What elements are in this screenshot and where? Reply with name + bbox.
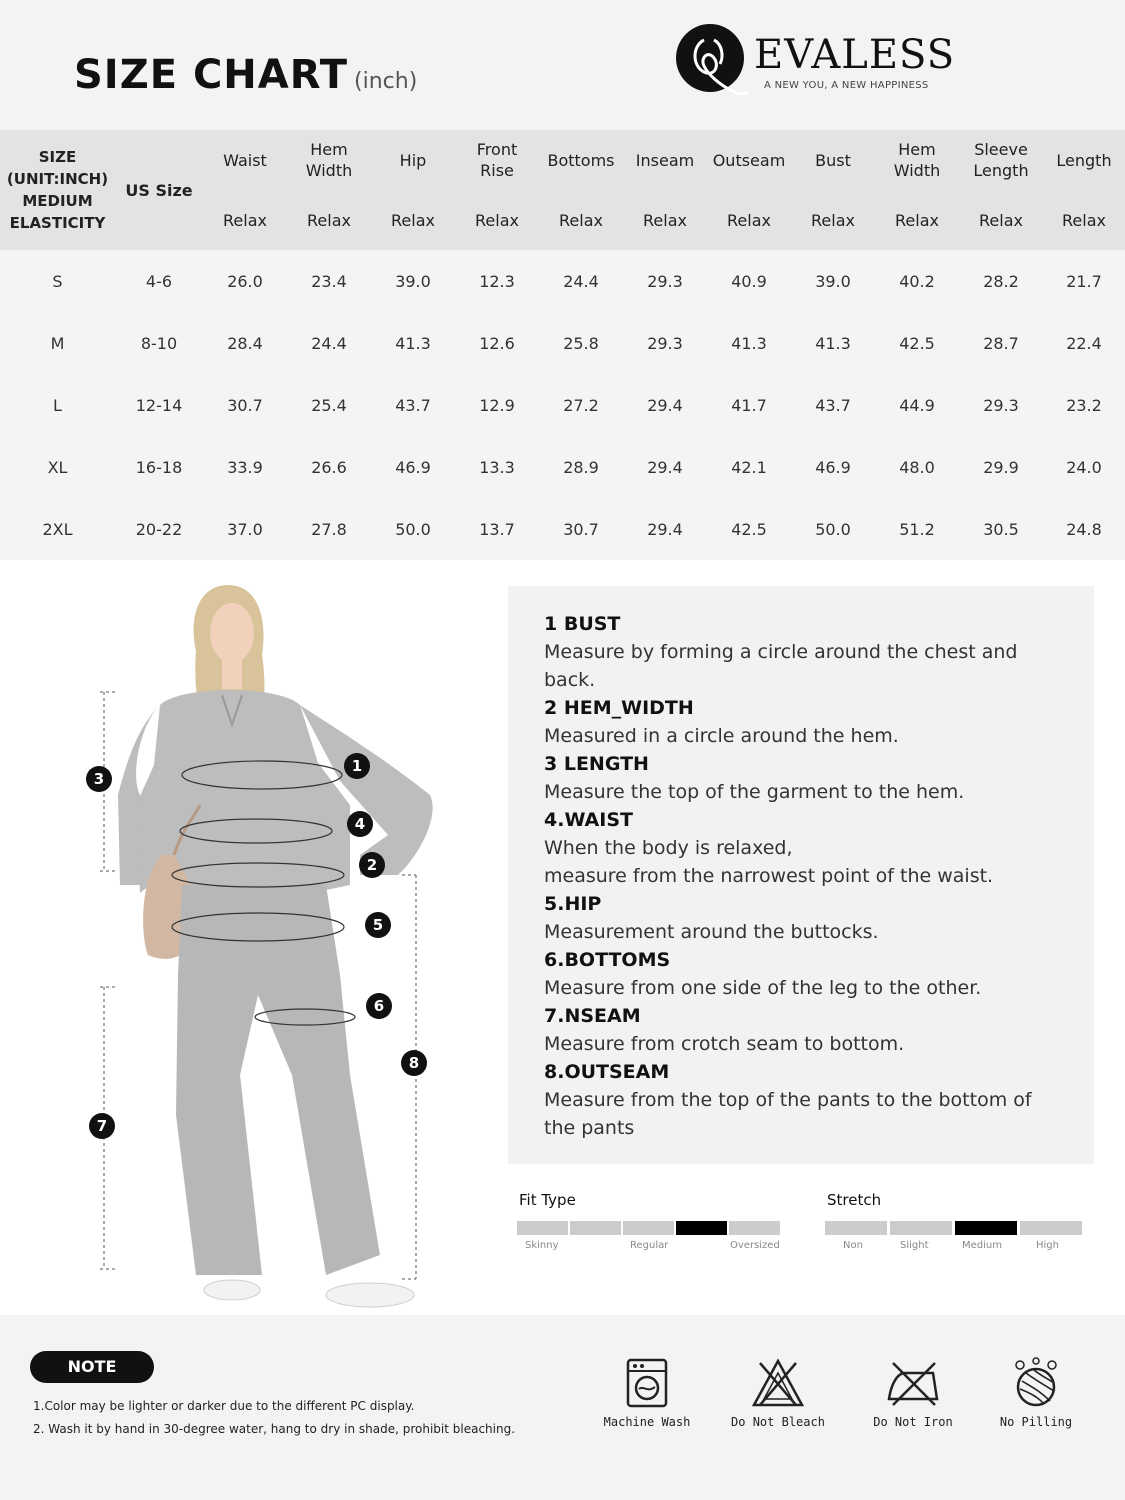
- column-header: SIZE (UNIT:INCH) MEDIUM ELASTICITY: [6, 148, 109, 232]
- stretch-scale-label-3: Medium: [962, 1240, 1002, 1251]
- table-row: [0, 498, 1125, 560]
- table-cell: 24.0: [1066, 457, 1102, 477]
- column-subheader: Relax: [643, 210, 687, 230]
- brand-name: EVALESS: [754, 32, 956, 78]
- table-cell: M: [50, 333, 65, 353]
- fit-type-scale-label-3: Oversized: [730, 1240, 780, 1251]
- column-header: Hem Width: [305, 140, 353, 180]
- stretch-segment: [825, 1221, 887, 1235]
- table-cell: 42.5: [731, 519, 767, 539]
- column-header: Bust: [815, 150, 851, 170]
- outseam-guide: [402, 875, 416, 1279]
- table-cell: 28.2: [983, 271, 1019, 291]
- svg-text:5: 5: [372, 916, 384, 934]
- table-row: [0, 312, 1125, 374]
- stretch-scale-label-4: High: [1036, 1240, 1059, 1251]
- instruction-title: 3 LENGTH: [544, 753, 649, 775]
- table-cell: 24.4: [311, 333, 347, 353]
- table-cell: 39.0: [395, 271, 431, 291]
- column-header: Sleeve Length: [973, 140, 1029, 180]
- table-cell: 39.0: [815, 271, 851, 291]
- table-cell: 27.2: [563, 395, 599, 415]
- table-cell: 29.4: [647, 395, 683, 415]
- column-header: US Size: [125, 180, 193, 200]
- table-cell: 30.5: [983, 519, 1019, 539]
- instruction-text: measure from the narrowest point of the waist.: [544, 865, 994, 887]
- instruction-text: the pants: [544, 1117, 635, 1139]
- table-cell: 24.4: [563, 271, 599, 291]
- table-row: [0, 436, 1125, 498]
- table-cell: 23.4: [311, 271, 347, 291]
- svg-text:2: 2: [366, 856, 378, 874]
- marker-2: [359, 852, 385, 878]
- instruction-text: Measured in a circle around the hem.: [544, 725, 899, 747]
- column-header: Waist: [223, 150, 267, 170]
- column-subheader: Relax: [1062, 210, 1106, 230]
- marker-4: [347, 811, 373, 837]
- table-cell: 13.3: [479, 457, 515, 477]
- note-badge: NOTE: [30, 1351, 154, 1383]
- table-cell: 51.2: [899, 519, 935, 539]
- care-do-not-iron: [853, 1357, 973, 1429]
- table-cell: 16-18: [135, 457, 183, 477]
- table-cell: 26.0: [227, 271, 263, 291]
- table-cell: 41.3: [395, 333, 431, 353]
- table-cell: 29.3: [647, 271, 683, 291]
- column-header: Outseam: [712, 150, 786, 170]
- svg-text:3: 3: [93, 770, 105, 788]
- instruction-text: When the body is relaxed,: [544, 837, 793, 859]
- pants-garment: [176, 885, 380, 1275]
- footer: [0, 1315, 1125, 1500]
- svg-text:1: 1: [351, 757, 363, 775]
- table-cell: 48.0: [899, 457, 935, 477]
- instruction-text: Measure by forming a circle around the chest and: [544, 641, 1018, 663]
- care-label-no-pilling: No Pilling: [999, 1415, 1073, 1429]
- machine-wash-icon: [625, 1357, 669, 1409]
- shoe-right: [326, 1283, 414, 1307]
- title-text: SIZE CHART: [74, 52, 349, 98]
- instruction-title: 4.WAIST: [544, 809, 633, 831]
- table-cell: L: [53, 395, 62, 415]
- table-cell: 29.3: [983, 395, 1019, 415]
- fit-type-scale: [517, 1221, 783, 1235]
- table-cell: 24.8: [1066, 519, 1102, 539]
- instruction-text: Measure the top of the garment to the hem.: [544, 781, 965, 803]
- table-cell: 12-14: [135, 395, 183, 415]
- table-cell: 12.3: [479, 271, 515, 291]
- size-table: [0, 130, 1125, 560]
- fit-type-segment: [676, 1221, 727, 1235]
- table-row: [0, 374, 1125, 436]
- table-cell: 30.7: [227, 395, 263, 415]
- care-machine-wash: [587, 1357, 707, 1429]
- marker-7: [89, 1113, 115, 1139]
- fit-type-segment: [517, 1221, 568, 1235]
- table-cell: 27.8: [311, 519, 347, 539]
- table-cell: 37.0: [227, 519, 263, 539]
- table-cell: 28.4: [227, 333, 263, 353]
- table-cell: 42.5: [899, 333, 935, 353]
- marker-5: [365, 912, 391, 938]
- fit-type-label: Fit Type: [519, 1191, 576, 1209]
- fit-type-scale-label-2: Regular: [630, 1240, 669, 1251]
- model-illustration: [0, 555, 500, 1315]
- table-cell: 46.9: [395, 457, 431, 477]
- column-header: Hem Width: [893, 140, 941, 180]
- column-subheader: Relax: [895, 210, 939, 230]
- svg-text:4: 4: [354, 815, 366, 833]
- title-unit: (inch): [354, 69, 418, 94]
- svg-text:6: 6: [373, 997, 385, 1015]
- table-cell: 43.7: [395, 395, 431, 415]
- measurement-instructions: [508, 586, 1094, 1164]
- table-cell: 21.7: [1066, 271, 1102, 291]
- column-subheader: Relax: [223, 210, 267, 230]
- instruction-title: 5.HIP: [544, 893, 602, 915]
- table-cell: 29.9: [983, 457, 1019, 477]
- table-cell: 44.9: [899, 395, 935, 415]
- column-header: Length: [1056, 150, 1112, 170]
- header-row: [0, 130, 1125, 190]
- column-subheader: Relax: [391, 210, 435, 230]
- instruction-text: Measure from the top of the pants to the bottom of: [544, 1089, 1032, 1111]
- column-header: Bottoms: [547, 150, 615, 170]
- table-cell: 40.9: [731, 271, 767, 291]
- fit-type-segment: [729, 1221, 780, 1235]
- stretch-label: Stretch: [827, 1191, 882, 1209]
- column-header: Front Rise: [476, 140, 518, 180]
- column-subheader: Relax: [307, 210, 351, 230]
- column-subheader: Relax: [979, 210, 1023, 230]
- shoe-left: [204, 1280, 260, 1300]
- table-cell: 20-22: [135, 519, 183, 539]
- face-shape: [210, 603, 254, 663]
- note-line-2: 2. Wash it by hand in 30-degree water, hang to dry in shade, prohibit bleaching.: [33, 1422, 516, 1436]
- instruction-text: Measure from one side of the leg to the other.: [544, 977, 982, 999]
- brand-tagline: A NEW YOU, A NEW HAPPINESS: [764, 80, 929, 91]
- table-cell: 29.4: [647, 457, 683, 477]
- table-cell: 41.3: [815, 333, 851, 353]
- table-cell: 22.4: [1066, 333, 1102, 353]
- table-cell: 29.4: [647, 519, 683, 539]
- instruction-text: back.: [544, 669, 596, 691]
- table-cell: 25.4: [311, 395, 347, 415]
- column-subheader: Relax: [727, 210, 771, 230]
- note-line-1: 1.Color may be lighter or darker due to the different PC display.: [33, 1399, 415, 1413]
- column-subheader: Relax: [559, 210, 603, 230]
- column-header: Hip: [399, 150, 427, 170]
- instruction-list: [544, 610, 1064, 1142]
- instruction-title: 6.BOTTOMS: [544, 949, 671, 971]
- column-subheader: Relax: [475, 210, 519, 230]
- table-cell: 42.1: [731, 457, 767, 477]
- marker-6: [366, 993, 392, 1019]
- fit-type-segment: [623, 1221, 674, 1235]
- table-cell: 12.6: [479, 333, 515, 353]
- no-pilling-icon: [1010, 1357, 1062, 1409]
- stretch-segment: [1020, 1221, 1082, 1235]
- stretch-scale: [825, 1221, 1083, 1235]
- do-not-bleach-icon: [752, 1357, 804, 1409]
- table-cell: 43.7: [815, 395, 851, 415]
- table-cell: 28.9: [563, 457, 599, 477]
- table-cell: 25.8: [563, 333, 599, 353]
- column-header: Inseam: [635, 150, 695, 170]
- table-cell: S: [52, 271, 63, 291]
- table-row: [0, 250, 1125, 312]
- care-no-pilling: [976, 1357, 1096, 1429]
- do-not-iron-icon: [885, 1357, 941, 1409]
- table-cell: 41.7: [731, 395, 767, 415]
- svg-text:8: 8: [408, 1054, 420, 1072]
- stretch-scale-label-1: Non: [843, 1240, 863, 1251]
- care-label-do-not-bleach: Do Not Bleach: [731, 1415, 825, 1429]
- marker-1: [344, 753, 370, 779]
- table-cell: 29.3: [647, 333, 683, 353]
- care-label-machine-wash: Machine Wash: [603, 1415, 691, 1429]
- table-cell: 33.9: [227, 457, 263, 477]
- brand-mark-icon: [674, 22, 748, 98]
- instruction-title: 8.OUTSEAM: [544, 1061, 670, 1083]
- brand-logo: [674, 22, 964, 102]
- stretch-segment: [890, 1221, 952, 1235]
- table-cell: 4-6: [145, 271, 173, 291]
- care-do-not-bleach: [718, 1357, 838, 1429]
- header: [0, 0, 1125, 130]
- stretch-scale-label-2: Slight: [900, 1240, 929, 1251]
- instruction-title: 7.NSEAM: [544, 1005, 641, 1027]
- instruction-title: 2 HEM_WIDTH: [544, 697, 694, 719]
- table-cell: 40.2: [899, 271, 935, 291]
- table-cell: 50.0: [395, 519, 431, 539]
- table-cell: 50.0: [815, 519, 851, 539]
- column-subheader: Relax: [811, 210, 855, 230]
- fit-type-segment: [570, 1221, 621, 1235]
- table-cell: 30.7: [563, 519, 599, 539]
- table-cell: 41.3: [731, 333, 767, 353]
- care-label-do-not-iron: Do Not Iron: [873, 1415, 953, 1429]
- stretch-segment: [955, 1221, 1017, 1235]
- page-title: [74, 52, 417, 98]
- instruction-text: Measurement around the buttocks.: [544, 921, 879, 943]
- table-cell: XL: [47, 457, 68, 477]
- table-cell: 13.7: [479, 519, 515, 539]
- table-cell: 46.9: [815, 457, 851, 477]
- fit-type-scale-label-1: Skinny: [525, 1240, 559, 1251]
- table-body: [0, 250, 1125, 560]
- table-cell: 28.7: [983, 333, 1019, 353]
- table-cell: 2XL: [42, 519, 73, 539]
- instruction-text: Measure from crotch seam to bottom.: [544, 1033, 905, 1055]
- svg-text:7: 7: [96, 1117, 108, 1135]
- instruction-title: 1 BUST: [544, 613, 621, 635]
- table-cell: 23.2: [1066, 395, 1102, 415]
- marker-3: [86, 766, 112, 792]
- marker-8: [401, 1050, 427, 1076]
- table-cell: 26.6: [311, 457, 347, 477]
- table-cell: 8-10: [140, 333, 178, 353]
- table-cell: 12.9: [479, 395, 515, 415]
